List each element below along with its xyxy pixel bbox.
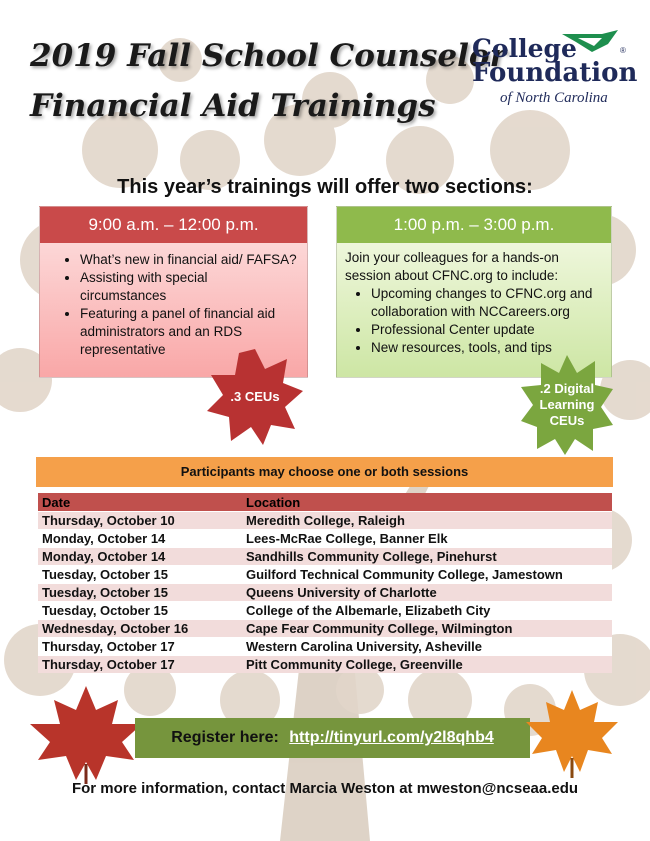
row-location: Queens University of Charlotte xyxy=(242,584,612,602)
title-line-2: Financial Aid Trainings xyxy=(30,88,436,124)
ceu-burst-green xyxy=(521,355,613,455)
row-location: Pitt Community College, Greenville xyxy=(242,656,612,674)
afternoon-topic: • New resources, tools, and tips xyxy=(371,339,601,357)
schedule-table xyxy=(38,493,612,673)
row-date: Thursday, October 17 xyxy=(38,638,242,656)
row-date: Wednesday, October 16 xyxy=(38,620,242,638)
row-date: Tuesday, October 15 xyxy=(38,566,242,584)
row-date: Thursday, October 17 xyxy=(38,656,242,674)
row-location: Meredith College, Raleigh xyxy=(242,512,612,530)
afternoon-session-box xyxy=(336,206,612,378)
sessions-note-bar: Participants may choose one or both sessions xyxy=(36,457,613,487)
row-location: Cape Fear Community College, Wilmington xyxy=(242,620,612,638)
row-date: Tuesday, October 15 xyxy=(38,584,242,602)
logo-word-college: College xyxy=(472,34,577,63)
ceu-burst-red xyxy=(205,347,305,447)
morning-topic: • Assisting with special circumstances xyxy=(80,269,297,305)
row-date: Monday, October 14 xyxy=(38,548,242,566)
table-row xyxy=(38,566,612,584)
table-row xyxy=(38,530,612,548)
column-header-location: Location xyxy=(242,493,612,512)
title-line-1: 2019 Fall School Counselor xyxy=(30,38,506,74)
table-row xyxy=(38,512,612,530)
orange-maple-leaf-icon xyxy=(522,688,622,778)
register-link[interactable]: http://tinyurl.com/y2l8qhb4 xyxy=(289,729,494,746)
row-location: Lees-McRae College, Banner Elk xyxy=(242,530,612,548)
register-bar xyxy=(135,718,530,758)
table-row xyxy=(38,584,612,602)
logo-word-foundation: Foundation xyxy=(472,58,638,88)
logo-word-nc: of North Carolina xyxy=(500,90,608,106)
afternoon-time: 1:00 p.m. – 3:00 p.m. xyxy=(337,207,611,243)
column-header-date: Date xyxy=(38,493,242,512)
row-location: College of the Albemarle, Elizabeth City xyxy=(242,602,612,620)
table-row xyxy=(38,638,612,656)
red-maple-leaf-icon xyxy=(26,684,146,784)
sections-heading: This year’s trainings will offer two sections: xyxy=(117,176,533,198)
contact-footer: For more information, contact Marcia Weston at mweston@ncseaa.edu xyxy=(71,780,579,797)
row-location: Guilford Technical Community College, Jamestown xyxy=(242,566,612,584)
table-row xyxy=(38,620,612,638)
table-row xyxy=(38,602,612,620)
morning-topic: • Featuring a panel of financial aid administrators and an RDS representative xyxy=(80,305,297,359)
table-row xyxy=(38,656,612,674)
row-date: Monday, October 14 xyxy=(38,530,242,548)
row-location: Sandhills Community College, Pinehurst xyxy=(242,548,612,566)
table-header-row xyxy=(38,493,612,512)
morning-topics xyxy=(40,251,307,359)
row-location: Western Carolina University, Asheville xyxy=(242,638,612,656)
morning-time: 9:00 a.m. – 12:00 p.m. xyxy=(40,207,307,243)
afternoon-ceu: .2 Digital Learning CEUs xyxy=(539,381,595,428)
morning-topic: • What’s new in financial aid/ FAFSA? xyxy=(80,251,297,269)
register-label: Register here: xyxy=(171,729,279,746)
afternoon-topic: • Upcoming changes to CFNC.org and collaboration with NCCareers.org xyxy=(371,285,601,321)
table-row xyxy=(38,548,612,566)
afternoon-topics xyxy=(337,285,611,357)
cfnc-logo xyxy=(472,34,638,114)
morning-ceu: .3 CEUs xyxy=(230,389,280,404)
row-date: Thursday, October 10 xyxy=(38,512,242,530)
logo-registered-mark: ® xyxy=(620,46,626,55)
afternoon-topic: • Professional Center update xyxy=(371,321,601,339)
afternoon-intro: Join your colleagues for a hands-on session about CFNC.org to include: xyxy=(345,250,559,283)
row-date: Tuesday, October 15 xyxy=(38,602,242,620)
